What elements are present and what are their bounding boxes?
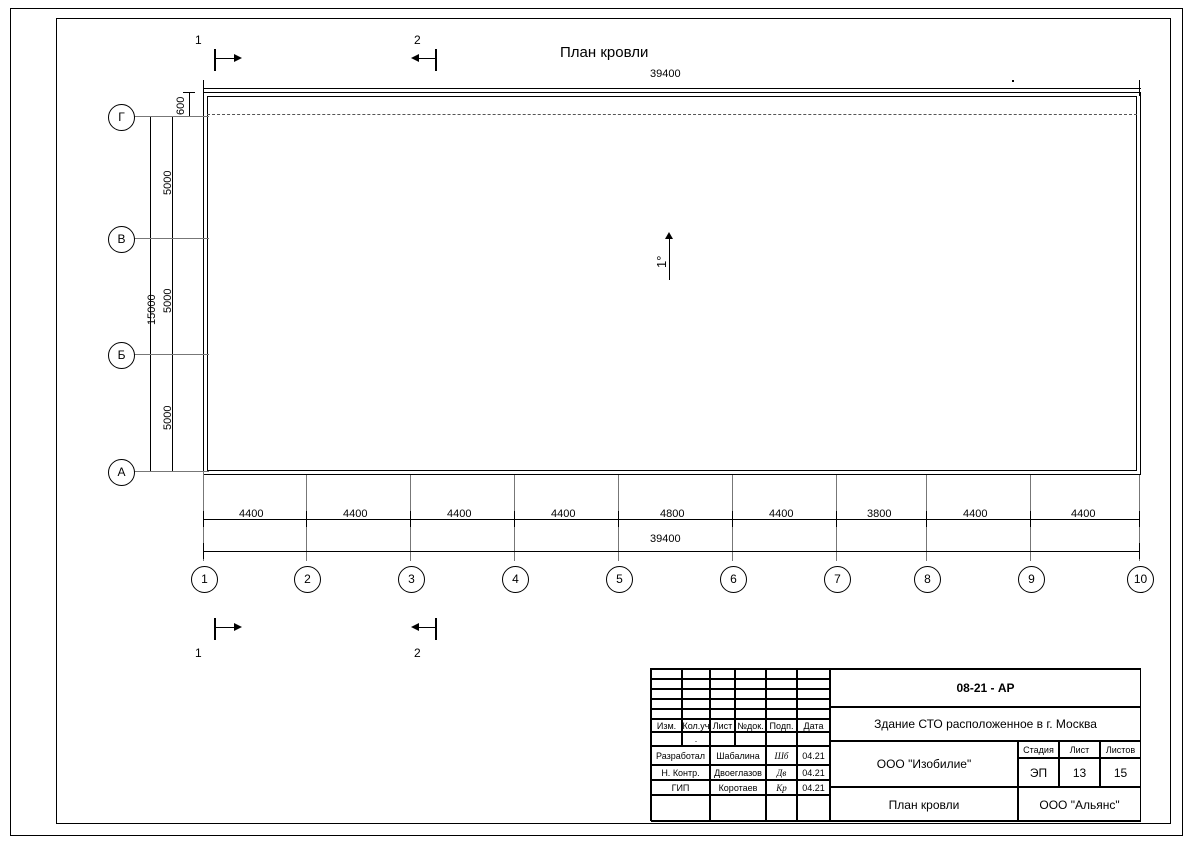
axis-ext-v xyxy=(134,238,209,239)
revision-grid-cell xyxy=(710,679,735,689)
revision-grid-cell xyxy=(735,699,766,709)
revision-grid-cell xyxy=(651,709,682,719)
revision-grid-cell xyxy=(651,679,682,689)
stamp-signature-2: Кр xyxy=(766,780,797,795)
stamp-blank-signature xyxy=(766,795,797,822)
bottom-dim-text-7: 3800 xyxy=(867,508,892,520)
section-mark-top-1-stem xyxy=(214,49,216,71)
top-overall-dim-tick-left xyxy=(203,80,204,96)
stamp-lists-header: Листов xyxy=(1100,741,1141,758)
axis-bubble-6[interactable]: 6 xyxy=(720,566,747,593)
bottom-dim-tick-7 xyxy=(836,511,837,527)
stamp-name-2: Коротаев xyxy=(710,780,766,795)
stamp-name-1: Двоеглазов xyxy=(710,765,766,780)
bottom-dim-text-2: 4400 xyxy=(343,508,368,520)
revision-grid-cell xyxy=(651,699,682,709)
title-block xyxy=(650,668,1141,821)
bottom-dim-text-1: 4400 xyxy=(239,508,264,520)
stamp-blank-role xyxy=(651,795,710,822)
revision-grid-cell xyxy=(735,669,766,679)
stamp-spacer-cell: . xyxy=(682,732,710,746)
revision-grid-cell xyxy=(710,699,735,709)
bottom-dim-tick-9 xyxy=(1030,511,1031,527)
section-mark-bottom-1-arrow-icon xyxy=(234,623,242,631)
bottom-dim-tick-8 xyxy=(926,511,927,527)
slope-label: 1° xyxy=(654,255,669,268)
stamp-col-header-podp: Подп. xyxy=(766,719,797,732)
revision-grid-cell xyxy=(735,709,766,719)
section-mark-top-1-arrow-icon xyxy=(234,54,242,62)
bottom-dim-text-6: 4400 xyxy=(769,508,794,520)
revision-grid-cell xyxy=(766,669,797,679)
axis-bubble-v[interactable]: В xyxy=(108,226,135,253)
stamp-list-value: 13 xyxy=(1059,758,1100,787)
axis-bubble-3[interactable]: 3 xyxy=(398,566,425,593)
axis-bubble-4[interactable]: 4 xyxy=(502,566,529,593)
bottom-dim-tick-5 xyxy=(618,511,619,527)
axis-bubble-g[interactable]: Г xyxy=(108,104,135,131)
axis-bubble-7[interactable]: 7 xyxy=(824,566,851,593)
eave-dim-tick-top xyxy=(183,92,195,93)
bottom-dim-text-3: 4400 xyxy=(447,508,472,520)
stamp-blank-name xyxy=(710,795,766,822)
revision-grid-cell xyxy=(710,689,735,699)
section-mark-top-1-arm xyxy=(214,58,236,59)
bottom-overall-dim-tick-right xyxy=(1139,543,1140,559)
section-mark-bottom-2-label: 2 xyxy=(414,646,421,660)
revision-grid-cell xyxy=(797,679,830,689)
stamp-role-0: Разработал xyxy=(651,746,710,765)
stamp-customer: ООО "Изобилие" xyxy=(830,741,1018,787)
bottom-dim-tick-2 xyxy=(306,511,307,527)
bottom-dim-text-4: 4400 xyxy=(551,508,576,520)
stamp-list-header: Лист xyxy=(1059,741,1100,758)
stamp-date-1: 04.21 xyxy=(797,765,830,780)
stamp-spacer-cell xyxy=(797,732,830,746)
revision-grid-cell xyxy=(682,689,710,699)
bottom-dim-tick-4 xyxy=(514,511,515,527)
revision-grid-cell xyxy=(766,679,797,689)
axis-bubble-1[interactable]: 1 xyxy=(191,566,218,593)
bottom-dim-tick-6 xyxy=(732,511,733,527)
stamp-object-name: Здание СТО расположенное в г. Москва xyxy=(830,707,1141,741)
stamp-signature-0: Шб xyxy=(766,746,797,765)
stamp-date-2: 04.21 xyxy=(797,780,830,795)
revision-grid-cell xyxy=(682,669,710,679)
stamp-stage-header: Стадия xyxy=(1018,741,1059,758)
bottom-overall-dim-text: 39400 xyxy=(650,533,681,545)
revision-grid-cell xyxy=(797,709,830,719)
axis-bubble-9[interactable]: 9 xyxy=(1018,566,1045,593)
left-dim-text-3: 5000 xyxy=(162,405,174,430)
stamp-col-header-list: Лист xyxy=(710,719,735,732)
axis-bubble-2[interactable]: 2 xyxy=(294,566,321,593)
eave-dim-text: 600 xyxy=(175,96,187,115)
bottom-dim-text-5: 4800 xyxy=(660,508,685,520)
bottom-overall-dim-tick-left xyxy=(203,543,204,559)
section-mark-bottom-2-arrow-icon xyxy=(411,623,419,631)
section-mark-top-1-label: 1 xyxy=(195,33,202,47)
stamp-designer-org: ООО "Альянс" xyxy=(1018,787,1141,822)
section-mark-bottom-1-arm xyxy=(214,627,236,628)
revision-grid-cell xyxy=(797,699,830,709)
axis-ext-g xyxy=(134,116,209,117)
roof-marker-dot xyxy=(1012,80,1014,82)
bottom-dim-text-9: 4400 xyxy=(1071,508,1096,520)
slope-arrow-head-icon xyxy=(665,232,673,239)
section-mark-bottom-1-label: 1 xyxy=(195,646,202,660)
stamp-role-1: Н. Контр. xyxy=(651,765,710,780)
bottom-dim-tick-1 xyxy=(203,511,204,527)
axis-bubble-b[interactable]: Б xyxy=(108,342,135,369)
stamp-col-header-izm: Изм. xyxy=(651,719,682,732)
top-overall-dim-text: 39400 xyxy=(650,68,681,80)
slope-arrow-shaft xyxy=(669,238,670,280)
stamp-spacer-cell xyxy=(651,732,682,746)
stamp-col-header-ndok: №док. xyxy=(735,719,766,732)
revision-grid-cell xyxy=(797,669,830,679)
revision-grid-cell xyxy=(710,669,735,679)
revision-grid-cell xyxy=(735,689,766,699)
revision-grid-cell xyxy=(651,689,682,699)
axis-bubble-10[interactable]: 10 xyxy=(1127,566,1154,593)
stamp-project-code: 08-21 - АР xyxy=(830,669,1141,707)
stamp-blank-date xyxy=(797,795,830,822)
stamp-name-0: Шабалина xyxy=(710,746,766,765)
page-title: План кровли xyxy=(560,44,649,61)
stamp-lists-value: 15 xyxy=(1100,758,1141,787)
stamp-stage-value: ЭП xyxy=(1018,758,1059,787)
left-overall-dim-text: 15000 xyxy=(146,294,158,325)
revision-grid-cell xyxy=(651,669,682,679)
section-mark-bottom-1-stem xyxy=(214,618,216,640)
stamp-date-0: 04.21 xyxy=(797,746,830,765)
revision-grid-cell xyxy=(766,699,797,709)
revision-grid-cell xyxy=(797,689,830,699)
section-mark-top-2-stem xyxy=(435,49,437,71)
axis-ext-a xyxy=(134,471,209,472)
axis-bubble-5[interactable]: 5 xyxy=(606,566,633,593)
axis-bubble-a[interactable]: А xyxy=(108,459,135,486)
left-dim-text-2: 5000 xyxy=(162,288,174,313)
revision-grid-cell xyxy=(766,709,797,719)
stamp-col-header-koluch: Кол.уч xyxy=(682,720,710,731)
stamp-role-2: ГИП xyxy=(651,780,710,795)
roof-ridge-line xyxy=(207,114,1137,115)
revision-grid-cell xyxy=(735,679,766,689)
stamp-spacer-cell xyxy=(735,732,766,746)
eave-dim-line xyxy=(189,92,190,117)
stamp-spacer-cell xyxy=(710,732,735,746)
bottom-overall-dim-line xyxy=(203,551,1139,552)
axis-ext-b xyxy=(134,354,209,355)
stamp-spacer-cell xyxy=(766,732,797,746)
top-overall-dim-line xyxy=(203,88,1141,89)
revision-grid-cell xyxy=(766,689,797,699)
revision-grid-cell xyxy=(682,709,710,719)
stamp-sheet-name: План кровли xyxy=(830,787,1018,822)
revision-grid-cell xyxy=(710,709,735,719)
stamp-signature-1: Дв xyxy=(766,765,797,780)
bottom-dim-text-8: 4400 xyxy=(963,508,988,520)
left-dim-text-1: 5000 xyxy=(162,170,174,195)
section-mark-top-2-arrow-icon xyxy=(411,54,419,62)
section-mark-top-2-label: 2 xyxy=(414,33,421,47)
revision-grid-cell xyxy=(682,679,710,689)
bottom-dim-tick-3 xyxy=(410,511,411,527)
top-overall-dim-tick-right xyxy=(1139,80,1140,96)
stamp-col-header-data: Дата xyxy=(797,719,830,732)
roof-outline-inner xyxy=(207,96,1137,471)
bottom-dim-tick-10 xyxy=(1139,511,1140,527)
axis-bubble-8[interactable]: 8 xyxy=(914,566,941,593)
section-mark-bottom-2-stem xyxy=(435,618,437,640)
revision-grid-cell xyxy=(682,699,710,709)
